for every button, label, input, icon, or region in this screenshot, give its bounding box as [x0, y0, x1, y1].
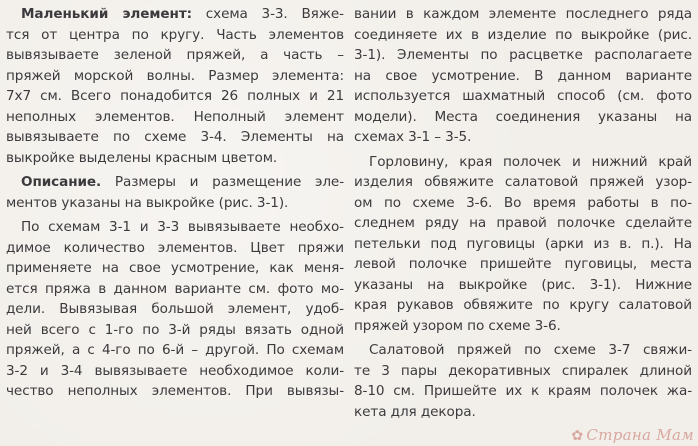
- text-line: пряжей, а с 4-го по 6-й – другой. По схемам: [6, 342, 344, 358]
- text-line: Салатовой пряжей по схеме 3-7 свяжи-: [369, 342, 692, 358]
- text-line: ом по схеме 3-6. Во время работы в по-: [354, 194, 692, 211]
- text-line: выкройке выделены красным цветом.: [6, 149, 278, 166]
- text-line: ней всего с 1-го по 3-й ряды вязать одной: [6, 321, 344, 338]
- section-heading-small-element: Маленький элемент:: [21, 6, 192, 22]
- text-line: Горловину, края полочек и нижний край: [369, 153, 692, 170]
- text-line: 3-1). Элементы по расцветке располагаете: [354, 47, 692, 63]
- text-line: на свое усмотрение. В данном варианте: [354, 67, 692, 84]
- section-heading-description: Описание.: [21, 174, 102, 190]
- text-line: применяете на свое усмотрение, как меня-: [6, 260, 344, 276]
- text-line: вывязываете по схеме 3-4. Элементы на: [6, 129, 344, 145]
- text-line: кета для декора.: [354, 403, 476, 420]
- text-line: димое количество элементов. Цвет пряжи: [6, 239, 344, 256]
- text-line: изделия обвяжите салатовой пряжей узор-: [354, 174, 692, 190]
- text-line: Описание. Размеры и размещение эле-: [21, 174, 344, 190]
- text-line: пряжей узором по схеме 3-6.: [354, 317, 561, 334]
- text-line: вывязываете зеленой пряжей, а часть –: [6, 47, 344, 63]
- text-line: следнем ряду на правой полочке сделайте: [354, 215, 692, 231]
- text-line: 7х7 см. Всего понадобится 26 полных и 21: [6, 88, 344, 104]
- right-text-column: [354, 4, 692, 422]
- text-line: неполных элементов. Неполный элемент: [6, 108, 344, 125]
- text-line: тся от центра по кругу. Часть элементов: [6, 26, 344, 43]
- text-line: ется пряжа в данном варианте см. фото мо-: [6, 280, 344, 297]
- text-line: чество неполных элементов. При вывязы-: [6, 383, 344, 399]
- text-line: схемах 3-1 – 3-5.: [354, 129, 472, 145]
- text-line: соединяете их в изделие по выкройке (рис.: [354, 26, 692, 43]
- text-line: указаны на выкройке (рис. 3-1). Нижние: [354, 276, 692, 293]
- text-line: Маленький элемент: схема 3-3. Вяже-: [21, 6, 344, 22]
- flower-icon: ✿: [571, 428, 584, 444]
- text-line: дели. Вывязывая большой элемент, удоб-: [6, 301, 344, 317]
- text-line: петельки под пуговицы (арки из в. п.). На: [354, 235, 692, 252]
- text-line: вании в каждом элементе последнего ряда: [354, 6, 692, 22]
- site-watermark: [571, 426, 694, 444]
- text-line: 3-2 и 3-4 вывязываете необходимое коли-: [6, 362, 344, 379]
- watermark-text: Страна Мам: [586, 426, 694, 444]
- text-line: используется шахматный способ (см. фото: [354, 88, 692, 104]
- left-text-column: [6, 4, 344, 402]
- text-line: ментов указаны на выкройке (рис. 3-1).: [6, 194, 289, 211]
- text-line: модели). Места соединения указаны на: [354, 108, 692, 125]
- text-line: 8-10 см. Пришейте их к краям полочек жа-: [354, 383, 692, 399]
- text-line: те 3 пары декоративных спиралек длиной: [354, 362, 692, 379]
- text-line: По схемам 3-1 и 3-3 вывязываете необхо-: [21, 219, 344, 235]
- text-line: левой полочке пришейте пуговицы, места: [354, 256, 692, 272]
- text-line: края рукавов обвяжите по кругу салатовой: [354, 297, 692, 313]
- text-line: пряжей морской волны. Размер элемента:: [6, 67, 344, 84]
